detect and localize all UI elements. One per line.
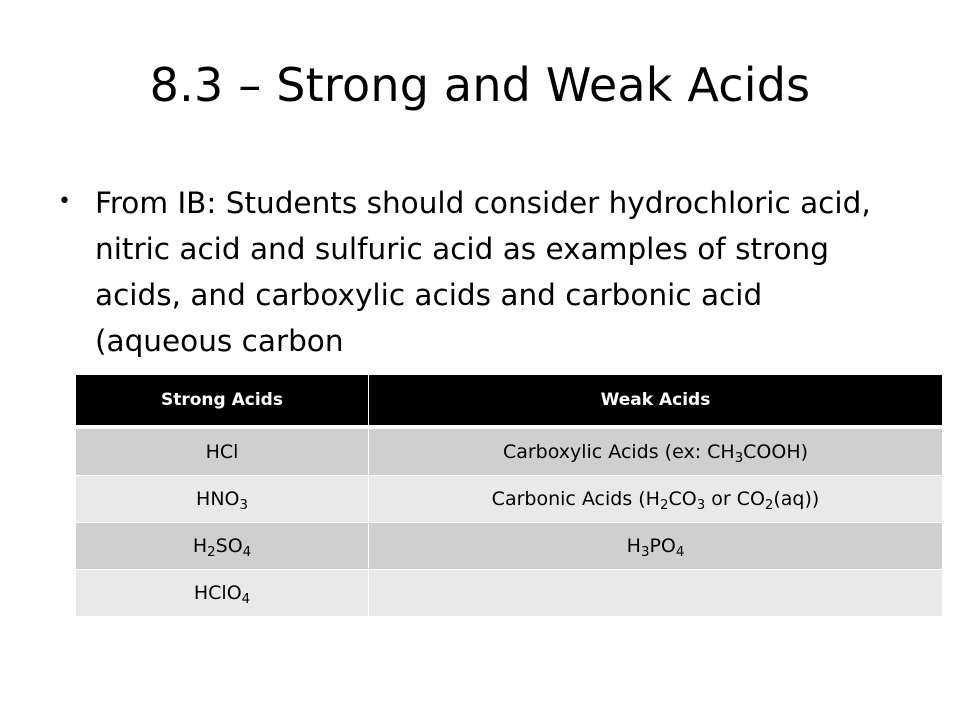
weak-acid-cell: Carboxylic Acids (ex: $CH_3COOH$): [369, 428, 942, 475]
strong-acid-cell: HCl: [76, 428, 369, 475]
subscript: 2: [764, 497, 774, 513]
subscript: 2: [659, 497, 669, 513]
strong-acid-cell: HClO$_4$: [76, 569, 369, 616]
subscript: 2: [207, 544, 216, 560]
subscript: 3: [734, 450, 744, 466]
bullet-text: From IB: Students should consider hydrochloric acid, nitric acid and sulfuric acid as examples of strong acids, and carboxylic acids and carbonic acid (aqueous carbon: [95, 186, 871, 358]
header-strong-acids: Strong Acids: [76, 375, 369, 428]
table-body: [76, 428, 942, 616]
strong-acid-cell: $HNO_3$: [76, 475, 369, 522]
subscript: 3: [696, 497, 706, 513]
weak-acid-cell: [369, 569, 942, 616]
subscript: 4: [241, 591, 251, 607]
subscript: 4: [242, 544, 252, 560]
table-row: [76, 475, 942, 522]
weak-acid-cell: $H_3PO_4$: [369, 522, 942, 569]
subscript: 4: [675, 544, 685, 560]
table-row: [76, 569, 942, 616]
strong-acid-cell: $H_2SO_4$: [76, 522, 369, 569]
slide-title: 8.3 – Strong and Weak Acids: [149, 58, 811, 112]
subscript: 3: [640, 544, 650, 560]
table-header-row: [76, 375, 942, 428]
table-row: [76, 428, 942, 475]
bullet-item: [52, 180, 912, 370]
table-row: [76, 522, 942, 569]
weak-acid-cell: Carbonic Acids ($H_2CO_3$ or $CO_2(aq)$): [369, 475, 942, 522]
subscript: 3: [239, 497, 248, 513]
acids-table: [76, 375, 942, 616]
bullet-dot-icon: •: [58, 189, 71, 214]
header-weak-acids: Weak Acids: [369, 375, 942, 428]
